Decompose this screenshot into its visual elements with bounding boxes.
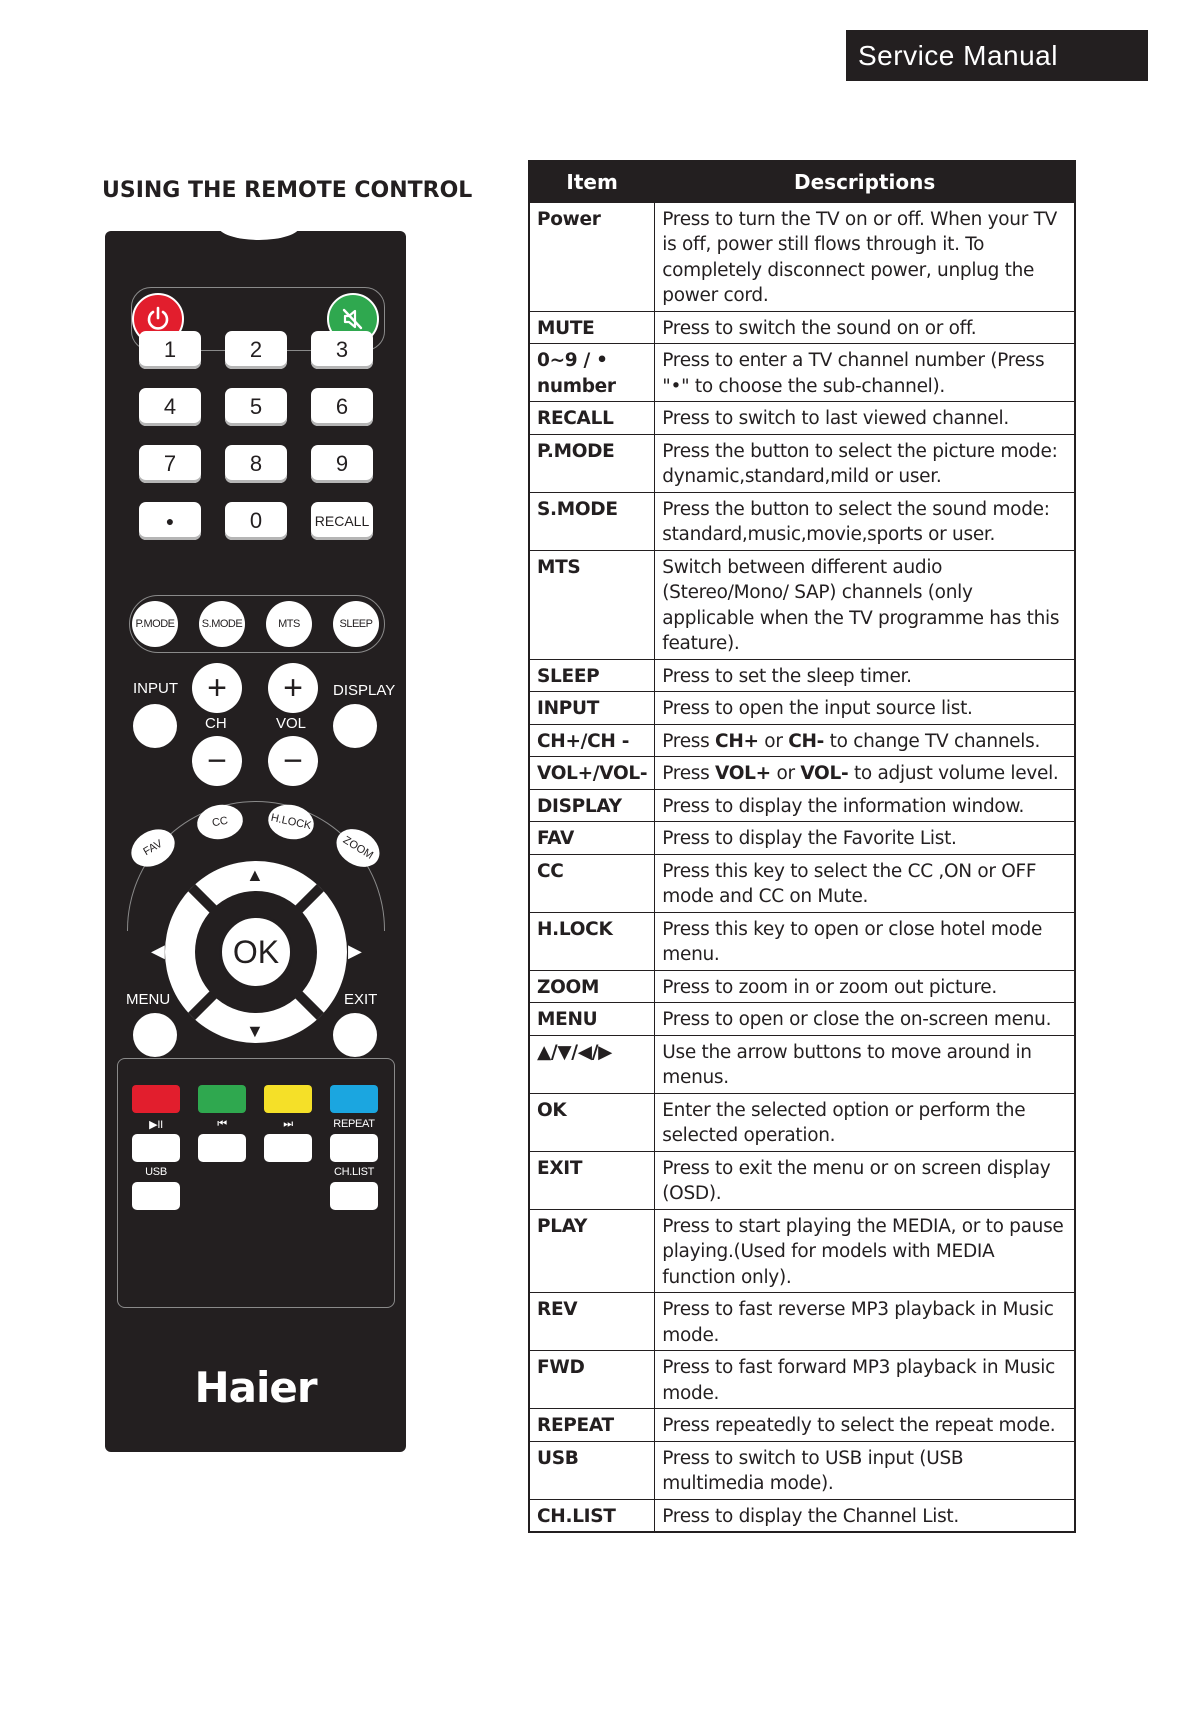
right-arrow-icon: ▶ — [348, 941, 362, 961]
vol-minus-button: − — [268, 736, 318, 786]
item-cell: USB — [529, 1441, 655, 1499]
table-row — [529, 1003, 1075, 1036]
table-row — [529, 970, 1075, 1003]
key-9: 9 — [311, 445, 373, 483]
item-cell: P.MODE — [529, 434, 655, 492]
item-cell: DISPLAY — [529, 789, 655, 822]
up-arrow-icon: ▲ — [246, 865, 264, 885]
desc-text: to change TV channels. — [824, 730, 1041, 752]
hlock-button: H.LOCK — [265, 801, 317, 844]
repeat-label: REPEAT — [333, 1118, 375, 1130]
smode-button: S.MODE — [199, 601, 245, 647]
desc-cell: Press to display the Favorite List. — [655, 822, 1075, 855]
table-row — [529, 724, 1075, 757]
table-row — [529, 1093, 1075, 1151]
play-button — [132, 1134, 180, 1162]
vol-label: VOL — [276, 715, 307, 732]
table-header-row — [529, 161, 1075, 202]
desc-cell: Press to display the information window. — [655, 789, 1075, 822]
table-row — [529, 1035, 1075, 1093]
desc-cell: Press the button to select the picture mode: dynamic,standard,mild or user. — [655, 434, 1075, 492]
fwd-button — [264, 1134, 312, 1162]
rev-button — [198, 1134, 246, 1162]
service-manual-banner — [846, 30, 1148, 81]
desc-cell: Press to start playing the MEDIA, or to pause playing.(Used for models with MEDIA function only). — [655, 1209, 1075, 1293]
table-row — [529, 757, 1075, 790]
desc-cell: Use the arrow buttons to move around in menus. — [655, 1035, 1075, 1093]
ch-plus-button: + — [192, 663, 242, 713]
item-cell: S.MODE — [529, 492, 655, 550]
desc-cell: Press to turn the TV on or off. When your TV is off, power still flows through it. To completely disconnect power, unplug the power cord. — [655, 202, 1075, 311]
desc-bold: CH- — [788, 730, 825, 752]
sleep-button: SLEEP — [333, 601, 379, 647]
item-cell: 0~9 / • number — [529, 344, 655, 402]
table-row — [529, 402, 1075, 435]
table-row — [529, 822, 1075, 855]
exit-label: EXIT — [344, 991, 378, 1008]
section-title: USING THE REMOTE CONTROL — [102, 178, 473, 203]
key-dot: ● — [139, 502, 201, 540]
table-row — [529, 912, 1075, 970]
item-cell: RECALL — [529, 402, 655, 435]
usb-button — [132, 1182, 180, 1210]
item-cell: CC — [529, 854, 655, 912]
item-cell: REV — [529, 1293, 655, 1351]
table-row — [529, 492, 1075, 550]
table-row — [529, 789, 1075, 822]
desc-text: Press — [662, 763, 716, 784]
brand-logo: Haier — [194, 1363, 317, 1412]
chlist-button — [330, 1182, 378, 1210]
display-button — [333, 704, 377, 748]
key-8: 8 — [225, 445, 287, 483]
table-row — [529, 692, 1075, 725]
input-button — [133, 704, 177, 748]
desc-cell: Press this key to open or close hotel mode menu. — [655, 912, 1075, 970]
desc-bold: CH+ — [715, 730, 759, 752]
table-row — [529, 344, 1075, 402]
desc-cell: Press to zoom in or zoom out picture. — [655, 970, 1075, 1003]
down-arrow-icon: ▼ — [246, 1021, 264, 1041]
exit-button — [333, 1013, 377, 1057]
table-row — [529, 1293, 1075, 1351]
zoom-button: ZOOM — [329, 821, 386, 874]
left-arrow-icon: ◀ — [151, 941, 165, 961]
table-row — [529, 202, 1075, 311]
key-5: 5 — [225, 388, 287, 426]
fwd-icon: ⏭ — [283, 1118, 293, 1130]
key-4: 4 — [139, 388, 201, 426]
mts-button: MTS — [266, 601, 312, 647]
desc-cell: Press to switch to USB input (USB multimedia mode). — [655, 1441, 1075, 1499]
item-cell: PLAY — [529, 1209, 655, 1293]
table-row — [529, 434, 1075, 492]
key-3: 3 — [311, 331, 373, 369]
desc-text: or — [770, 763, 801, 784]
key-0: 0 — [225, 502, 287, 540]
remote-control-image — [105, 231, 406, 1452]
banner-text: Service Manual — [858, 39, 1058, 71]
menu-button — [133, 1013, 177, 1057]
desc-text: Press — [662, 730, 716, 752]
pmode-button: P.MODE — [132, 601, 178, 647]
desc-cell: Switch between different audio (Stereo/Mono/ SAP) channels (only applicable when the TV programme has this feature). — [655, 550, 1075, 659]
repeat-button — [330, 1134, 378, 1162]
key-6: 6 — [311, 388, 373, 426]
key-1: 1 — [139, 331, 201, 369]
desc-text: to adjust volume level. — [848, 763, 1059, 784]
usb-label: USB — [145, 1166, 167, 1178]
chlist-label: CH.LIST — [333, 1166, 375, 1178]
item-column-header: Item — [529, 161, 655, 202]
ok-button: OK — [219, 915, 293, 989]
desc-cell: Press to set the sleep timer. — [655, 659, 1075, 692]
table-row — [529, 1441, 1075, 1499]
desc-cell: Press to display the Channel List. — [655, 1499, 1075, 1532]
mute-icon — [339, 305, 367, 333]
key-2: 2 — [225, 331, 287, 369]
desc-cell: Press the button to select the sound mode: standard,music,movie,sports or user. — [655, 492, 1075, 550]
remote-description-table — [528, 160, 1076, 1533]
table-row — [529, 1499, 1075, 1532]
item-cell: SLEEP — [529, 659, 655, 692]
play-pause-icon: ▶II — [149, 1119, 163, 1131]
display-label: DISPLAY — [333, 682, 396, 699]
item-cell: FWD — [529, 1351, 655, 1409]
menu-label: MENU — [126, 991, 171, 1008]
desc-bold: VOL- — [800, 763, 849, 784]
desc-cell: Press to switch to last viewed channel. — [655, 402, 1075, 435]
item-cell: ▲/▼/◀/▶ — [529, 1035, 655, 1093]
desc-cell: Press to open or close the on-screen menu. — [655, 1003, 1075, 1036]
desc-cell: Press this key to select the CC ,ON or OFF mode and CC on Mute. — [655, 854, 1075, 912]
item-cell: CH.LIST — [529, 1499, 655, 1532]
item-cell: VOL+/VOL- — [529, 757, 655, 790]
desc-cell: Press to enter a TV channel number (Press "•" to choose the sub-channel). — [655, 344, 1075, 402]
table-row — [529, 1409, 1075, 1442]
desc-cell: Press to switch the sound on or off. — [655, 311, 1075, 344]
key-7: 7 — [139, 445, 201, 483]
table-row — [529, 1151, 1075, 1209]
input-label: INPUT — [133, 680, 178, 697]
item-cell: INPUT — [529, 692, 655, 725]
table-row — [529, 550, 1075, 659]
item-cell: EXIT — [529, 1151, 655, 1209]
green-key — [198, 1085, 246, 1113]
item-cell: MENU — [529, 1003, 655, 1036]
item-cell: ZOOM — [529, 970, 655, 1003]
item-cell: CH+/CH - — [529, 724, 655, 757]
rev-icon: ⏮ — [217, 1118, 227, 1130]
desc-cell: Press repeatedly to select the repeat mode. — [655, 1409, 1075, 1442]
desc-text: or — [758, 730, 789, 752]
desc-cell — [655, 724, 1075, 757]
table-row — [529, 854, 1075, 912]
table-row — [529, 659, 1075, 692]
descriptions-column-header: Descriptions — [655, 161, 1075, 202]
ch-label: CH — [205, 715, 227, 732]
vol-plus-button: + — [268, 663, 318, 713]
desc-cell — [655, 757, 1075, 790]
item-cell: MTS — [529, 550, 655, 659]
item-cell: REPEAT — [529, 1409, 655, 1442]
item-cell: Power — [529, 202, 655, 311]
power-icon — [144, 305, 172, 333]
table-row — [529, 1351, 1075, 1409]
item-cell: MUTE — [529, 311, 655, 344]
table-row — [529, 311, 1075, 344]
desc-cell: Press to open the input source list. — [655, 692, 1075, 725]
desc-cell: Press to fast forward MP3 playback in Music mode. — [655, 1351, 1075, 1409]
desc-cell: Enter the selected option or perform the selected operation. — [655, 1093, 1075, 1151]
key-recall: RECALL — [311, 502, 373, 540]
item-cell: OK — [529, 1093, 655, 1151]
item-cell: FAV — [529, 822, 655, 855]
item-cell: H.LOCK — [529, 912, 655, 970]
desc-cell: Press to exit the menu or on screen display (OSD). — [655, 1151, 1075, 1209]
yellow-key — [264, 1085, 312, 1113]
ch-minus-button: − — [192, 736, 242, 786]
fav-button: FAV — [125, 822, 182, 874]
red-key — [132, 1085, 180, 1113]
cc-button: CC — [194, 801, 245, 842]
blue-key — [330, 1085, 378, 1113]
table-row — [529, 1209, 1075, 1293]
desc-bold: VOL+ — [715, 763, 771, 784]
desc-cell: Press to fast reverse MP3 playback in Music mode. — [655, 1293, 1075, 1351]
